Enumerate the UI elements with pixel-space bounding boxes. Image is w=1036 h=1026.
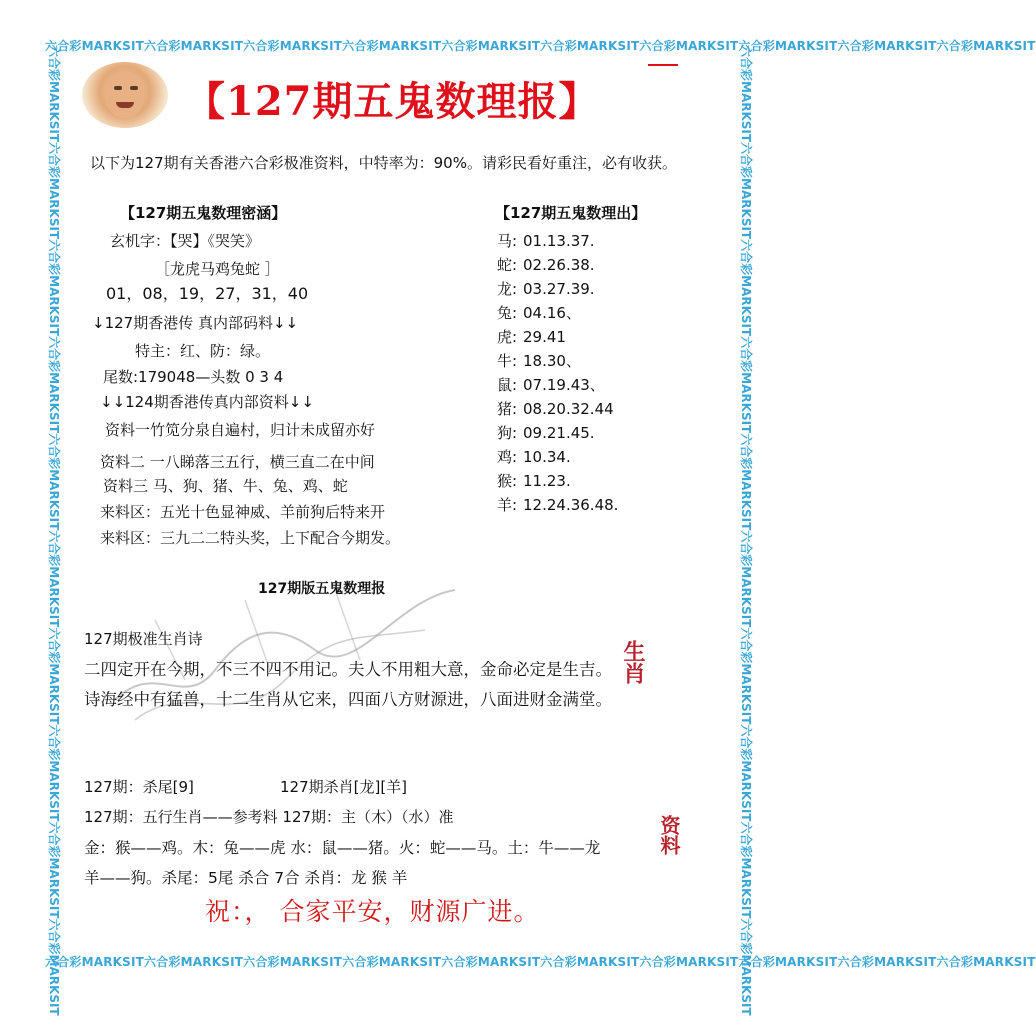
number-list: 01，08，19，27，31，40 — [106, 284, 309, 303]
special-main: 特主：红、防：绿。 — [135, 342, 271, 360]
ziliao-three: 资料三 马、狗、猪、牛、兔、鸡、蛇 — [103, 477, 348, 495]
zodiac-row: 鸡: 10.34. — [497, 448, 571, 466]
poem-line-one: 二四定开在今期，不三不四不用记。夫人不用粗大意，金命必定是生吉。 — [84, 660, 612, 679]
zodiac-row: 羊: 12.24.36.48. — [497, 496, 619, 514]
ziliao-one: 资料一竹笕分泉自遍村，归计未成留亦好 — [105, 421, 376, 439]
zodiac-row: 龙: 03.27.39. — [497, 280, 595, 298]
element-mapping-line: 金：猴——鸡。木：兔——虎 水：鼠——猪。火：蛇——马。土：牛——龙 — [84, 839, 601, 857]
zodiac-row: 猴: 11.23. — [497, 472, 571, 490]
laiqu-one: 来料区：五光十色显神威、羊前狗后特来开 — [100, 503, 386, 521]
left-heading: 【127期五鬼数理密涵】 — [120, 204, 287, 222]
poem-heading: 127期极准生肖诗 — [84, 630, 203, 648]
element-kill-line: 羊——狗。杀尾：5尾 杀合 7合 杀肖：龙 猴 羊 — [84, 869, 408, 887]
laiqu-two: 来料区：三九二二特头奖，上下配合今期发。 — [100, 529, 401, 547]
zodiac-row: 马: 01.13.37. — [497, 232, 595, 250]
right-border-pattern: 六合彩MARKSIT六合彩MARKSIT六合彩MARKSIT六合彩MARKSIT六合彩MARKSIT六合彩MARKSIT六合彩MARKSIT六合彩MARKSIT六合彩MARKSIT六合彩MARKSIT — [739, 45, 753, 1016]
left-border-pattern: 六合彩MARKSIT六合彩MARKSIT六合彩MARKSIT六合彩MARKSIT六合彩MARKSIT六合彩MARKSIT六合彩MARKSIT六合彩MARKSIT六合彩MARKSIT六合彩MARKSIT — [47, 45, 61, 1016]
page-title: 【127期五鬼数理报】 — [185, 78, 600, 125]
zodiac-row: 牛: 18.30、 — [497, 352, 581, 370]
top-border-pattern: 六合彩MARKSIT六合彩MARKSIT六合彩MARKSIT六合彩MARKSIT六合彩MARKSIT六合彩MARKSIT六合彩MARKSIT六合彩MARKSIT六合彩MARKSIT六合彩MARKSIT — [45, 39, 1036, 53]
blessing-text: 祝：， 合家平安，财源广进。 — [205, 897, 540, 926]
zodiac-row: 蛇: 02.26.38. — [497, 256, 595, 274]
title-accent-line — [648, 64, 678, 66]
zodiac-row: 猪: 08.20.32.44 — [497, 400, 614, 418]
stamp-ziliao: 资料 — [657, 815, 681, 855]
five-elements-line: 127期：五行生肖——参考料 127期：主（木）（水）准 — [84, 808, 454, 826]
zodiac-row: 兔: 04.16、 — [497, 304, 581, 322]
zodiac-row: 狗: 09.21.45. — [497, 424, 595, 442]
portrait-image — [82, 62, 168, 128]
subtitle: 127期版五鬼数理报 — [258, 581, 386, 597]
xuanji-text: 玄机字：【哭】《哭笑》 — [110, 232, 261, 250]
kill-zodiac-line: 127期杀肖[龙][羊] — [280, 778, 408, 796]
zodiac-row: 虎: 29.41 — [497, 328, 566, 346]
stamp-shengxiao: 生肖 — [620, 640, 646, 684]
inside-124-heading: ↓↓124期香港传真内部资料↓↓ — [100, 393, 314, 411]
intro-text: 以下为127期有关香港六合彩极准资料，中特率为：90%。请彩民看好重注，必有收获。 — [90, 154, 677, 172]
zodiac-bracket: ［龙虎马鸡兔蛇 ］ — [155, 260, 280, 278]
tail-numbers: 尾数:179048—头数 0 3 4 — [103, 368, 284, 386]
right-heading: 【127期五鬼数理出】 — [495, 204, 647, 222]
zodiac-row: 鼠: 07.19.43、 — [497, 376, 605, 394]
kill-tail-line: 127期：杀尾[9] — [84, 778, 194, 796]
inside-127-heading: ↓127期香港传 真内部码料↓↓ — [92, 314, 299, 332]
ziliao-two: 资料二 一八睇落三五行，横三直二在中间 — [100, 453, 375, 471]
bottom-border-pattern: 六合彩MARKSIT六合彩MARKSIT六合彩MARKSIT六合彩MARKSIT六合彩MARKSIT六合彩MARKSIT六合彩MARKSIT六合彩MARKSIT六合彩MARKSIT六合彩MARKSIT — [45, 955, 1036, 969]
poem-line-two: 诗海经中有猛兽，十二生肖从它来，四面八方财源进，八面进财金满堂。 — [84, 690, 612, 709]
